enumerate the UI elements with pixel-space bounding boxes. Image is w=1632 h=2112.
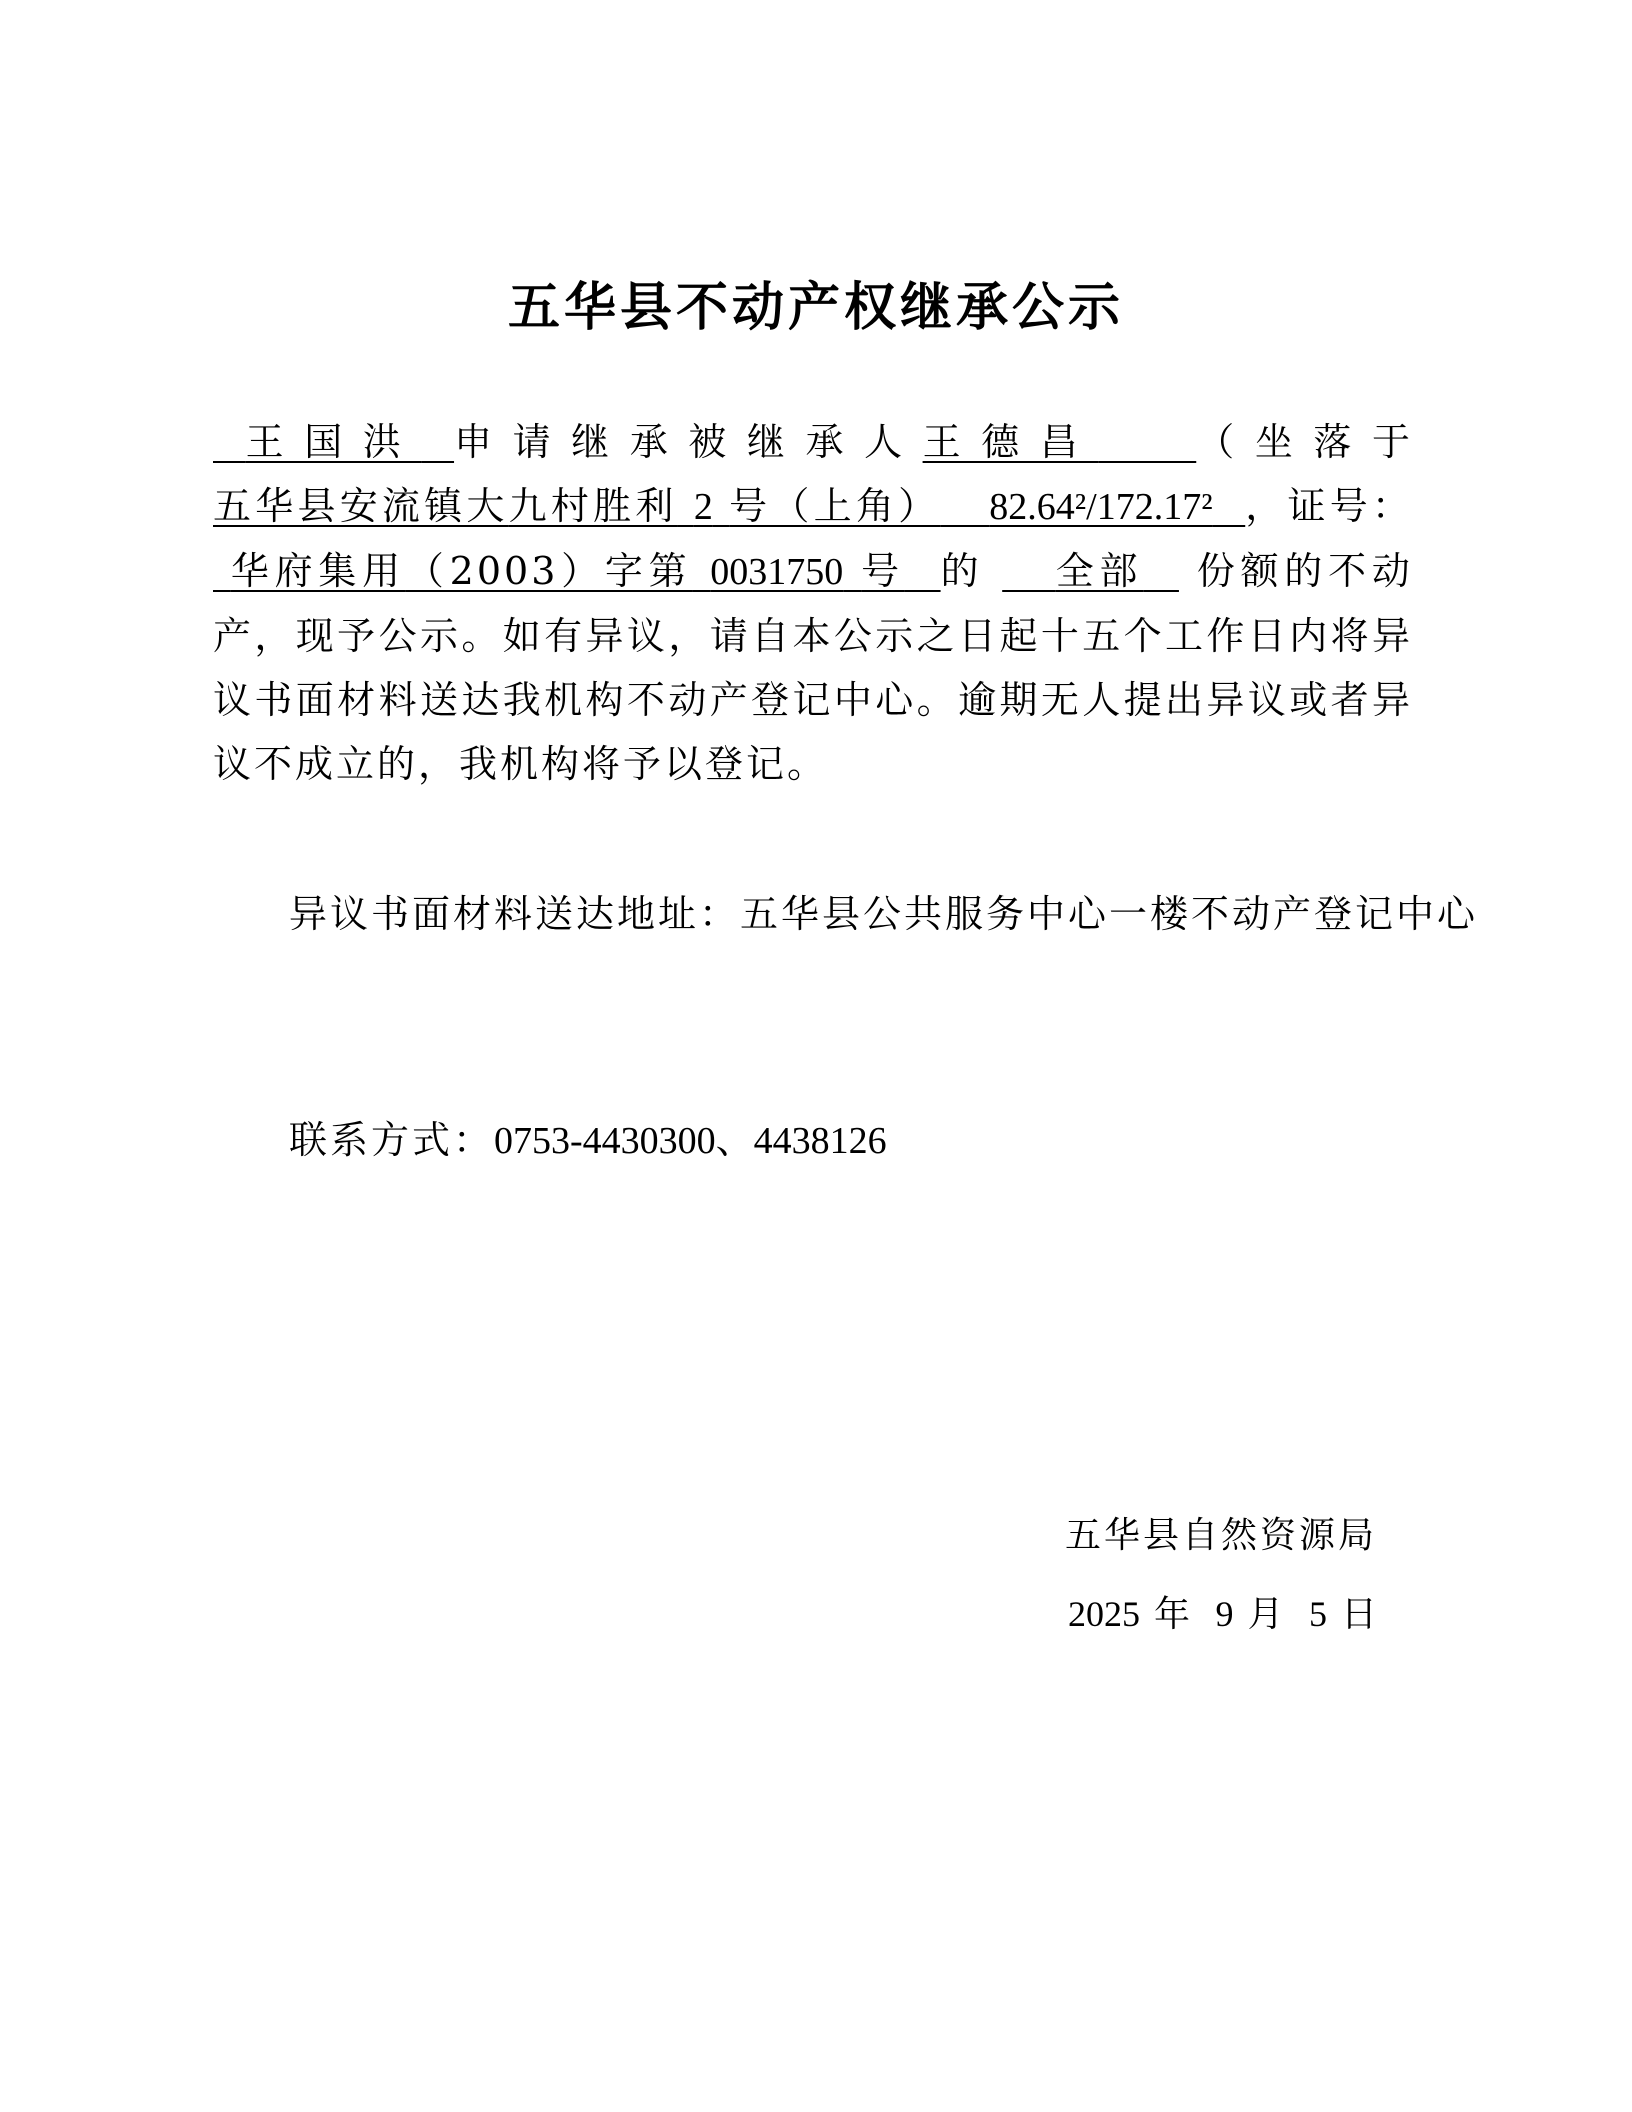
date-day: 5	[1308, 1594, 1327, 1634]
cert-text: ，证号：	[1245, 484, 1413, 528]
applicant-name-text: 王国洪	[245, 420, 422, 464]
cert-part-a: 华府集用	[230, 549, 406, 593]
issuing-authority: 五华县自然资源局	[1065, 1515, 1378, 1556]
location-part-b: 九村胜利	[508, 484, 678, 528]
issue-date	[1068, 1586, 1391, 1643]
apply-text: 申请继承被继承人	[454, 420, 923, 464]
location-part-c: 号（上角）	[729, 484, 941, 528]
property-area: 82.64²/172.17²	[989, 486, 1213, 528]
location-part-a: 五华县安流镇大	[213, 484, 509, 528]
of-text: 的	[940, 549, 985, 593]
location-number: 2	[693, 486, 713, 528]
property-location	[213, 484, 1245, 528]
contact-label: 联系方式：	[289, 1118, 495, 1162]
decedent-name	[923, 420, 1197, 464]
date-day-unit: 日	[1340, 1594, 1377, 1635]
cert-part-c: 号	[861, 549, 905, 593]
cert-number-digits: 0031750	[710, 551, 844, 593]
date-month: 9	[1215, 1594, 1234, 1634]
share-text: 全部	[1055, 549, 1144, 593]
inheritance-share	[1002, 549, 1179, 593]
decedent-name-text: 王德昌	[922, 420, 1099, 464]
date-year: 2025	[1068, 1594, 1140, 1634]
notice-rest-text: 份额的不动产，现予公示。如有异议，请自本公示之日起十五个工作日内将异议书面材料送达我机构不动产登记中心。逾期无人提出异议或者异议不成立的，我机构将予以登记。	[213, 549, 1413, 786]
page-title: 五华县不动产权继承公示	[507, 277, 1124, 338]
certificate-number	[213, 549, 941, 593]
date-month-unit: 月	[1247, 1594, 1284, 1635]
objection-address	[213, 882, 1489, 946]
applicant-name	[213, 420, 454, 464]
address-label: 异议书面材料送达地址：	[289, 892, 741, 936]
notice-body	[213, 410, 1413, 796]
date-year-unit: 年	[1154, 1594, 1191, 1635]
address-value: 五华县公共服务中心一楼不动产登记中心	[740, 892, 1479, 936]
contact-phones: 0753-4430300、4438126	[494, 1120, 887, 1162]
contact-info	[289, 1108, 887, 1173]
cert-part-b: （2003）字第	[405, 549, 693, 593]
located-text: （坐落于	[1196, 420, 1413, 464]
